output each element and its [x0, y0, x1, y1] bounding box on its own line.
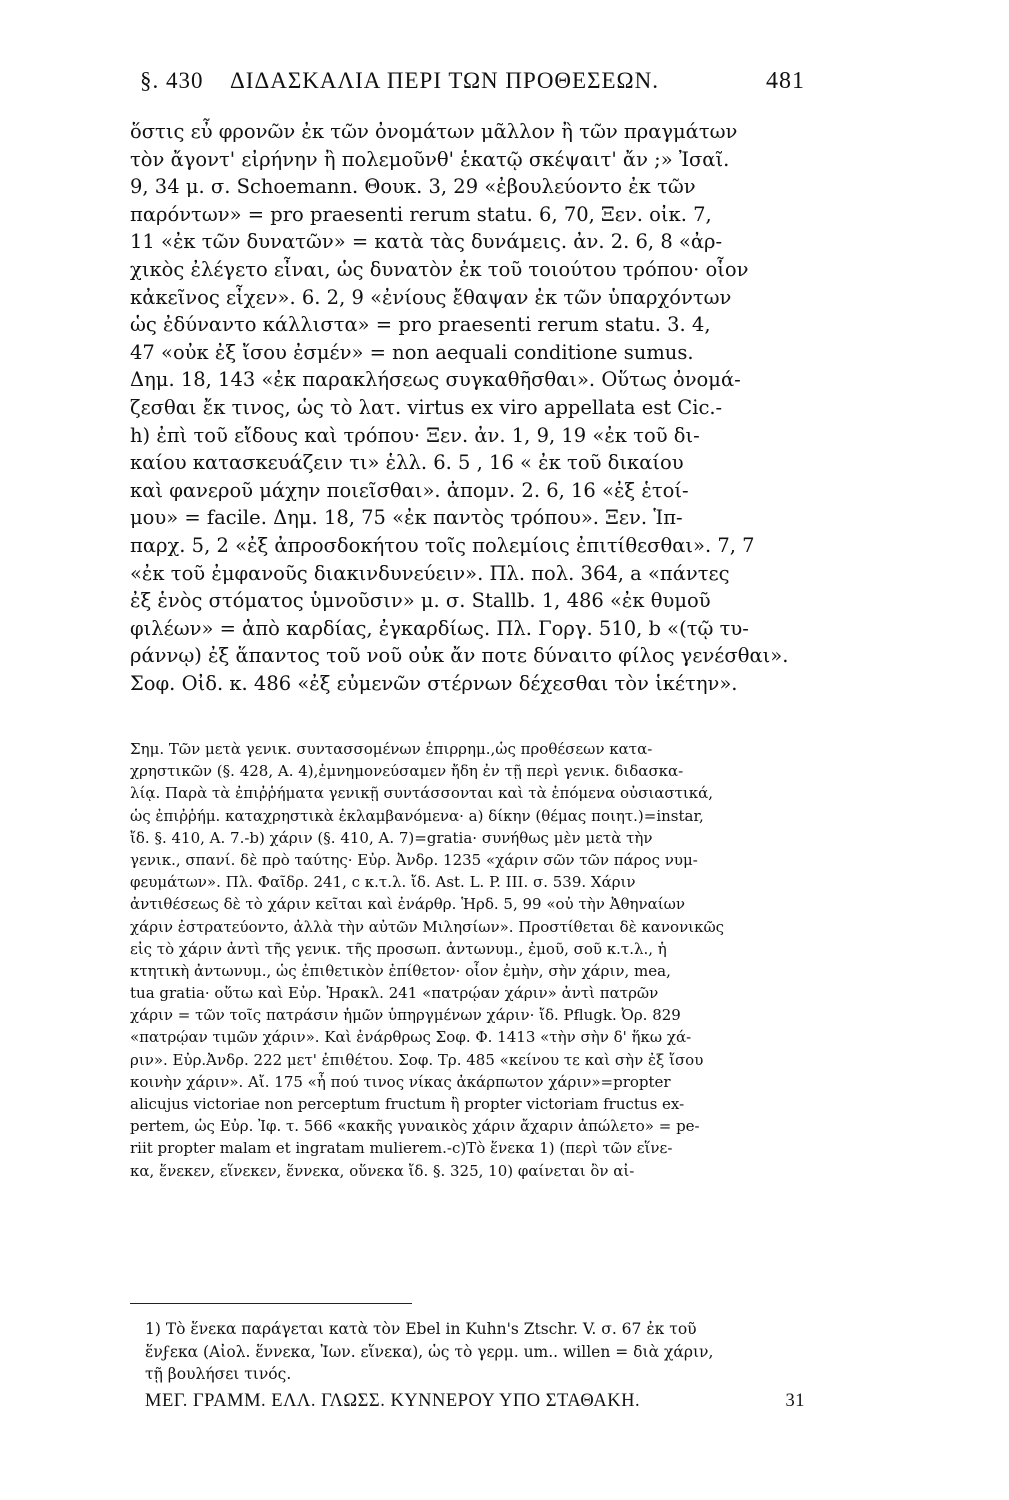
- text-line: παρχ. 5, 2 «ἐξ ἀπροσδοκήτου τοῖς πολεμίοις ἐπιτίθεσθαι». 7, 7: [130, 533, 755, 557]
- text-line: Δημ. 18, 143 «ἐκ παρακλήσεως συγκαθῆσθαι». Οὕτως ὀνομά-: [130, 368, 741, 392]
- section-number: §. 430: [140, 68, 204, 93]
- text-line: ὅστις εὖ φρονῶν ἐκ τῶν ὀνομάτων μᾶλλον ἢ τῶν πραγμάτων: [130, 120, 738, 143]
- text-line: κἀκεῖνος εἶχεν». 6. 2, 9 «ἐνίους ἔθαψαν ἐκ τῶν ὑπαρχόντων: [130, 285, 732, 309]
- note-line: pertem, ὡς Εὐρ. Ἰφ. τ. 566 «κακῆς γυναικὸς χάριν ἄχαριν ἀπώλετο» = pe-: [130, 1117, 700, 1136]
- note-line: ὡς ἐπιῤῥήμ. καταχρηστικὰ ἐκλαμβανόμενα· a) δίκην (θέμας ποιητ.)=instar,: [130, 806, 704, 825]
- footnote-rule: [130, 1303, 412, 1304]
- note-line: γενικ., σπανί. δὲ πρὸ ταύτης· Εὐρ. Ἀνδρ. 1235 «χάριν σῶν τῶν πάρος νυμ-: [130, 850, 698, 869]
- text-line: καίου κατασκευάζειν τι» ἑλλ. 6. 5 , 16 « ἐκ τοῦ δικαίου: [130, 451, 684, 475]
- footnote-line: ἕνϝεκα (Αἰολ. ἕννεκα, Ἰων. εἵνεκα), ὡς τὸ γερμ. um.. willen = διὰ χάριν,: [145, 1342, 714, 1361]
- text-line: Σοφ. Οἰδ. κ. 486 «ἐξ εὐμενῶν στέρνων δέχεσθαι τὸν ἱκέτην».: [130, 671, 738, 695]
- text-line: 11 «ἐκ τῶν δυνατῶν» = κατὰ τὰς δυνάμεις. ἀν. 2. 6, 8 «ἀρ-: [130, 230, 723, 254]
- signature-text: ΜΕΓ. ΓΡΑΜΜ. ΕΛΛ. ΓΛΩΣΣ. ΚΥΝΝΕΡΟΥ ΥΠΟ ΣΤΑΘΑΚΗ.: [145, 1391, 641, 1411]
- note-line: φευμάτων». Πλ. Φαῖδρ. 241, c κ.τ.λ. ἴδ. Ast. L. P. III. σ. 539. Χάριν: [130, 873, 636, 892]
- page-number: 481: [766, 68, 805, 94]
- note-line: λίᾳ. Παρὰ τὰ ἐπιῤῥήματα γενικῇ συντάσσονται καὶ τὰ ἑπόμενα οὐσιαστικά,: [130, 784, 714, 803]
- note-line: χάριν = τῶν τοῖς πατράσιν ἡμῶν ὑπηργμένων χάριν· ἴδ. Pflugk. Ὀρ. 829: [130, 1006, 681, 1025]
- footnote-line: τῇ βουλήσει τινός.: [145, 1365, 292, 1383]
- note-line: κα, ἕνεκεν, εἵνεκεν, ἕννεκα, οὕνεκα ἴδ. §. 325, 10) φαίνεται ὂν αἰ-: [130, 1161, 635, 1180]
- text-line: καὶ φανεροῦ μάχην ποιεῖσθαι». ἀπομν. 2. 6, 16 «ἐξ ἑτοί-: [130, 478, 689, 502]
- text-line: τὸν ἄγοντ' εἰρήνην ἢ πολεμοῦνθ' ἑκατῷ σκέψαιτ' ἄν ;» Ἰσαῖ.: [130, 147, 730, 171]
- text-line: ράννῳ) ἐξ ἅπαντος τοῦ νοῦ οὐκ ἄν ποτε δύναιτο φίλος γενέσθαι».: [130, 644, 789, 668]
- text-line: παρόντων» = pro praesenti rerum statu. 6, 70, Ξεν. οἰκ. 7,: [130, 202, 712, 226]
- footnote-line: 1) Τὸ ἕνεκα παράγεται κατὰ τὸν Ebel in Kuhn's Ztschr. V. σ. 67 ἐκ τοῦ: [145, 1320, 697, 1338]
- text-line: ἐξ ἑνὸς στόματος ὑμνοῦσιν» μ. σ. Stallb. 1, 486 «ἐκ θυμοῦ: [130, 589, 711, 613]
- text-line: 9, 34 μ. σ. Schoemann. Θουκ. 3, 29 «ἐβουλεύοντο ἐκ τῶν: [130, 175, 696, 199]
- note-line: tua gratia· οὕτω καὶ Εὐρ. Ἡρακλ. 241 «πατρῴαν χάριν» ἀντὶ πατρῶν: [130, 984, 659, 1003]
- text-line: 47 «οὐκ ἐξ ἴσου ἐσμέν» = non aequali conditione sumus.: [130, 340, 694, 364]
- printer-signature: [145, 1391, 805, 1417]
- note-line: «πατρῴαν τιμῶν χάριν». Καὶ ἐνάρθρως Σοφ. Φ. 1413 «τὴν σὴν δ' ἥκω χά-: [130, 1028, 692, 1047]
- note-line: alicujus victoriae non perceptum fructum ἢ propter victoriam fructus ex-: [130, 1095, 685, 1113]
- text-line: μου» = facile. Δημ. 18, 75 «ἐκ παντὸς τρόπου». Ξεν. Ἱπ-: [130, 506, 683, 530]
- main-text: [130, 118, 810, 697]
- note-line: ἴδ. §. 410, A. 7.-b) χάριν (§. 410, A. 7)=gratia· συνήθως μὲν μετὰ τὴν: [130, 828, 653, 847]
- text-line: χικὸς ἐλέγετο εἶναι, ὡς δυνατὸν ἐκ τοῦ τοιούτου τρόπου· οἷον: [130, 257, 749, 281]
- note-line: κοινὴν χάριν». Αἴ. 175 «ἦ πού τινος νίκας ἀκάρπωτον χάριν»=propter: [130, 1072, 671, 1091]
- running-title: ΔΙΔΑΣΚΑΛΙΑ ΠΕΡΙ ΤΩΝ ΠΡΟΘΕΣΕΩΝ.: [230, 68, 659, 93]
- note-line: χάριν ἐστρατεύοντο, ἀλλὰ τὴν αὐτῶν Μιλησίων». Προστίθεται δὲ κανονικῶς: [130, 917, 725, 936]
- text-line: h) ἐπὶ τοῦ εἴδους καὶ τρόπου· Ξεν. ἀν. 1, 9, 19 «ἐκ τοῦ δι-: [130, 423, 700, 447]
- note-line: ριν». Εὐρ.Ἀνδρ. 222 μετ' ἐπιθέτου. Σοφ. Τρ. 485 «κείνου τε καὶ σὴν ἐξ ἴσου: [130, 1050, 704, 1069]
- note-line: ἀντιθέσεως δὲ τὸ χάριν κεῖται καὶ ἐνάρθρ. Ἡρδ. 5, 99 «οὐ τὴν Ἀθηναίων: [130, 895, 685, 914]
- note-line: riit propter malam et ingratam mulierem.-c)Τὸ ἕνεκα 1) (περὶ τῶν εἵνε-: [130, 1139, 673, 1158]
- text-line: φιλέων» = ἀπὸ καρδίας, ἐγκαρδίως. Πλ. Γοργ. 510, b «(τῷ τυ-: [130, 616, 749, 640]
- text-line: «ἐκ τοῦ ἐμφανοῦς διακινδυνεύειν». Πλ. πολ. 364, a «πάντες: [130, 561, 730, 585]
- note-line: Σημ. Τῶν μετὰ γενικ. συντασσομένων ἐπιρρημ.,ὡς προθέσεων κατα-: [130, 740, 653, 758]
- note-section: [130, 738, 814, 1182]
- note-line: κτητικὴ ἀντωνυμ., ὡς ἐπιθετικὸν ἐπίθετον· οἷον ἐμὴν, σὴν χάριν, mea,: [130, 961, 671, 980]
- footnote: [145, 1318, 810, 1386]
- text-line: ὡς ἐδύναντο κάλλιστα» = pro praesenti rerum statu. 3. 4,: [130, 313, 711, 337]
- note-line: χρηστικῶν (§. 428, A. 4),ἐμνημονεύσαμεν ἤδη ἐν τῇ περὶ γενικ. διδασκα-: [130, 762, 684, 781]
- text-line: ζεσθαι ἔκ τινος, ὡς τὸ λατ. virtus ex viro appellata est Cic.-: [130, 395, 723, 419]
- sheet-number: 31: [785, 1391, 805, 1411]
- running-header: [140, 68, 805, 102]
- note-line: εἰς τὸ χάριν ἀντὶ τῆς γενικ. τῆς προσωπ. ἀντωνυμ., ἐμοῦ, σοῦ κ.τ.λ., ἡ: [130, 939, 667, 958]
